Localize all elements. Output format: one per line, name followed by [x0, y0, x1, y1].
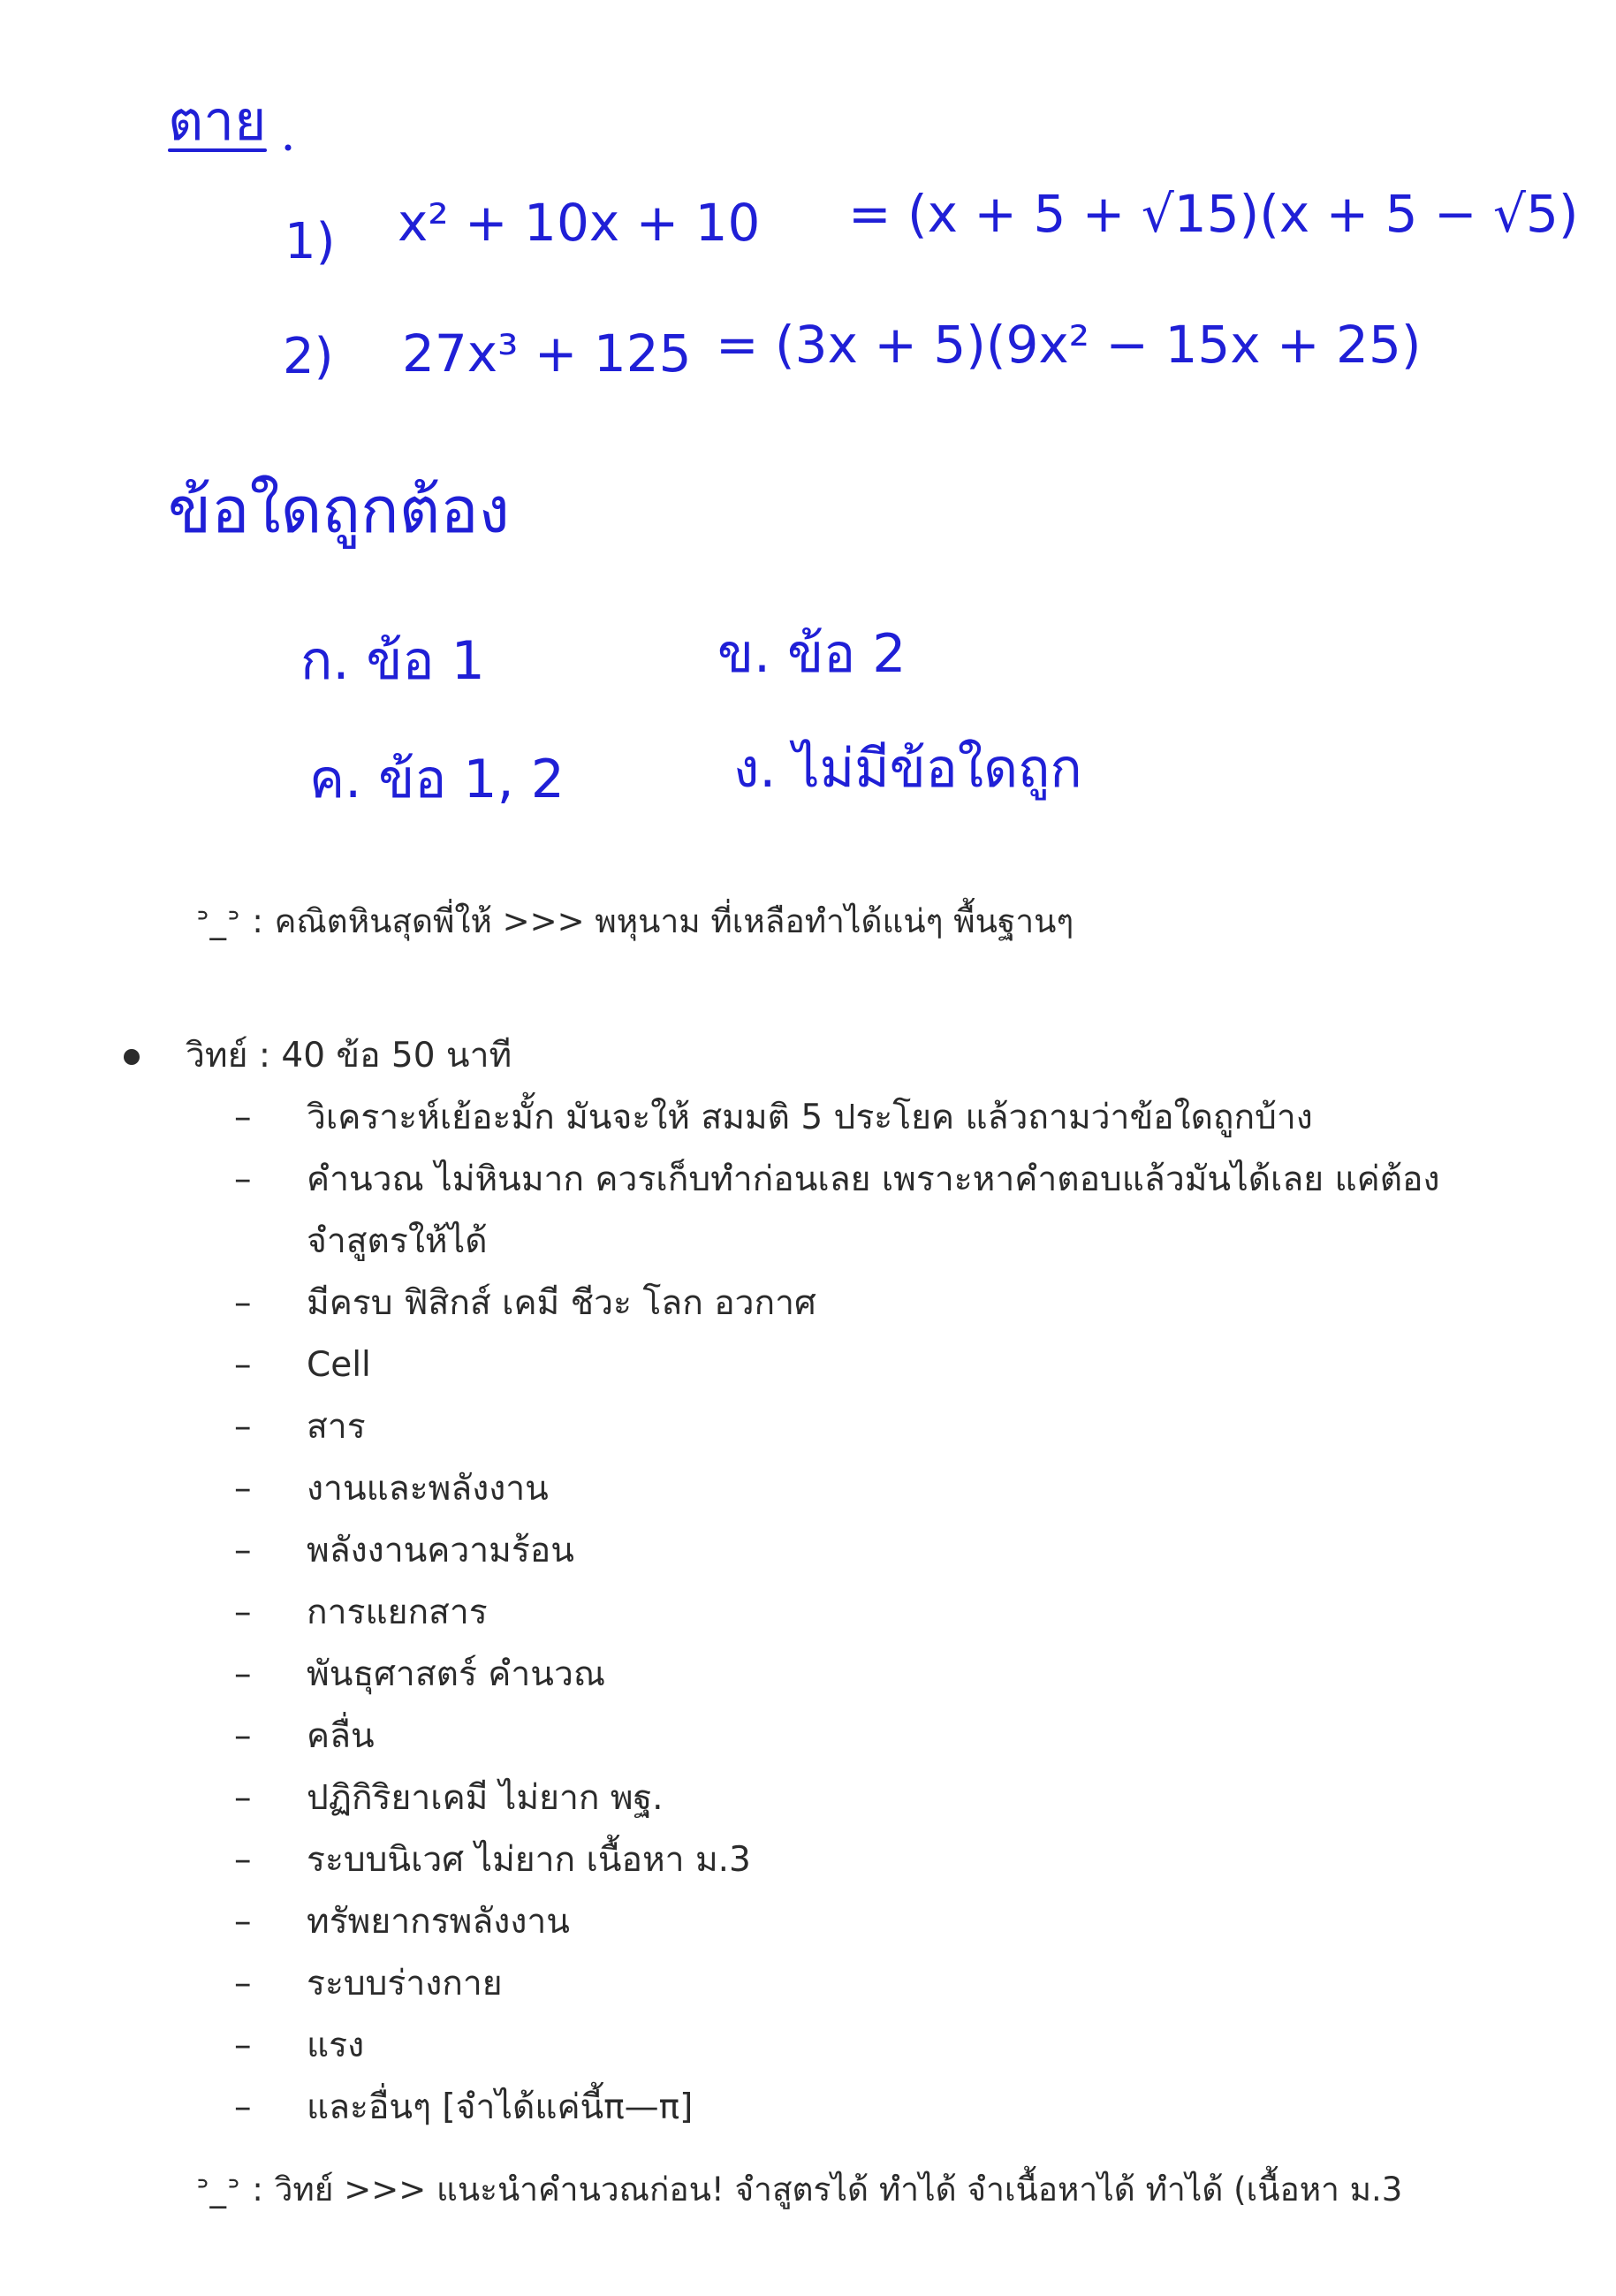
list-item: [115, 1768, 1529, 1829]
dash-marker: –: [234, 1531, 252, 1570]
science-topic-list: [115, 1087, 1529, 2139]
list-item: [115, 1891, 1529, 1953]
list-item-text: ปฏิกิริยาเคมี ไม่ยาก พฐ.: [307, 1778, 664, 1818]
handwritten-notes: [0, 0, 1616, 831]
bullet-icon: [124, 1049, 140, 1065]
tip-math: [196, 895, 1074, 947]
choice-c: ค. ข้อ 1, 2: [309, 749, 565, 810]
list-item-text: พลังงานความร้อน: [307, 1531, 574, 1570]
list-item: [115, 2077, 1529, 2139]
list-item-text: ทรัพยากรพลังงาน: [307, 1902, 570, 1942]
list-item-text: งานและพลังงาน: [307, 1469, 549, 1509]
list-item-text: ระบบร่างกาย: [307, 1964, 503, 2003]
dash-marker: –: [234, 2026, 252, 2065]
dash-marker: –: [234, 1778, 252, 1818]
dash-marker: –: [234, 1098, 252, 1137]
dash-marker: –: [234, 2087, 252, 2127]
tip-science-text: วิทย์ >>> แนะนำคำนวณก่อน! จำสูตรได้ ทำได้ จำเนื้อหาได้ ทำได้ (เนื้อหา ม.3: [274, 2171, 1403, 2209]
dash-marker: –: [234, 1345, 252, 1385]
list-item: [115, 1396, 1529, 1458]
list-item-text: คำนวณ ไม่หินมาก ควรเก็บทำก่อนเลย เพราะหาคำตอบแล้วมันได้เลย แค่ต้อง: [307, 1159, 1440, 1199]
dash-marker: –: [234, 1407, 252, 1447]
science-section: [115, 1030, 1529, 1091]
eq1-right: = (x + 5 + √15)(x + 5 − √5): [848, 184, 1579, 244]
list-item: [115, 1334, 1529, 1396]
eq2-left: 27x³ + 125: [402, 323, 692, 384]
dash-marker: –: [234, 1902, 252, 1942]
eq2-right: = (3x + 5)(9x² − 15x + 25): [716, 315, 1422, 375]
list-item-text: Cell: [307, 1345, 371, 1385]
handwritten-heading: ตาย: [168, 88, 267, 153]
list-item: [115, 1706, 1529, 1768]
list-item-text: สาร: [307, 1407, 366, 1447]
handwritten-question: ข้อใดถูกต้อง: [168, 473, 510, 547]
list-item: [115, 1520, 1529, 1582]
kaomoji: ᐣ_ᐣ :: [196, 2171, 264, 2209]
dash-marker: –: [234, 1283, 252, 1323]
dash-marker: –: [234, 1964, 252, 2003]
dash-marker: –: [234, 1593, 252, 1632]
dash-marker: –: [234, 1716, 252, 1756]
list-item-text: และอื่นๆ [จำได้แค่นี้π—π]: [307, 2087, 694, 2127]
choice-b: ข. ข้อ 2: [717, 623, 907, 685]
list-item-text: จำสูตรให้ได้: [307, 1221, 488, 1261]
list-item-text: การแยกสาร: [307, 1593, 488, 1632]
list-item-text: แรง: [307, 2026, 365, 2065]
list-item: [115, 1087, 1529, 1149]
list-item-continuation: [115, 1211, 1529, 1273]
list-item-text: พันธุศาสตร์ คำนวณ: [307, 1654, 606, 1694]
dash-marker: –: [234, 1159, 252, 1199]
tip-science: [196, 2163, 1402, 2216]
eq1-left: x² + 10x + 10: [398, 193, 761, 253]
list-item: [115, 2015, 1529, 2077]
eq2-label: 2): [283, 328, 334, 385]
list-item: [115, 1953, 1529, 2015]
eq1-label: 1): [285, 213, 336, 270]
list-item: [115, 1582, 1529, 1644]
dash-marker: –: [234, 1469, 252, 1509]
list-item: [115, 1458, 1529, 1520]
list-item: [115, 1829, 1529, 1891]
list-item: [115, 1644, 1529, 1706]
list-item-text: คลื่น: [307, 1716, 375, 1756]
choice-a: ก. ข้อ 1: [300, 630, 485, 692]
list-item: [115, 1149, 1529, 1211]
dash-marker: –: [234, 1840, 252, 1880]
tip-math-text: คณิตหินสุดพี่ให้ >>> พหุนาม ที่เหลือทำได้แน่ๆ พื้นฐานๆ: [274, 902, 1074, 940]
list-item-text: ระบบนิเวศ ไม่ยาก เนื้อหา ม.3: [307, 1840, 751, 1880]
science-title: วิทย์ : 40 ข้อ 50 นาที: [186, 1036, 512, 1076]
heading-dot: [285, 145, 292, 151]
list-item-text: วิเคราะห์เย้อะมั้ก มันจะให้ สมมติ 5 ประโยค แล้วถามว่าข้อใดถูกบ้าง: [307, 1098, 1313, 1137]
list-item-text: มีครบ ฟิสิกส์ เคมี ชีวะ โลก อวกาศ: [307, 1283, 816, 1323]
choice-d: ง. ไม่มีข้อใดถูก: [733, 738, 1082, 800]
dash-marker: –: [234, 1654, 252, 1694]
kaomoji: ᐣ_ᐣ :: [196, 902, 264, 940]
list-item: [115, 1273, 1529, 1334]
